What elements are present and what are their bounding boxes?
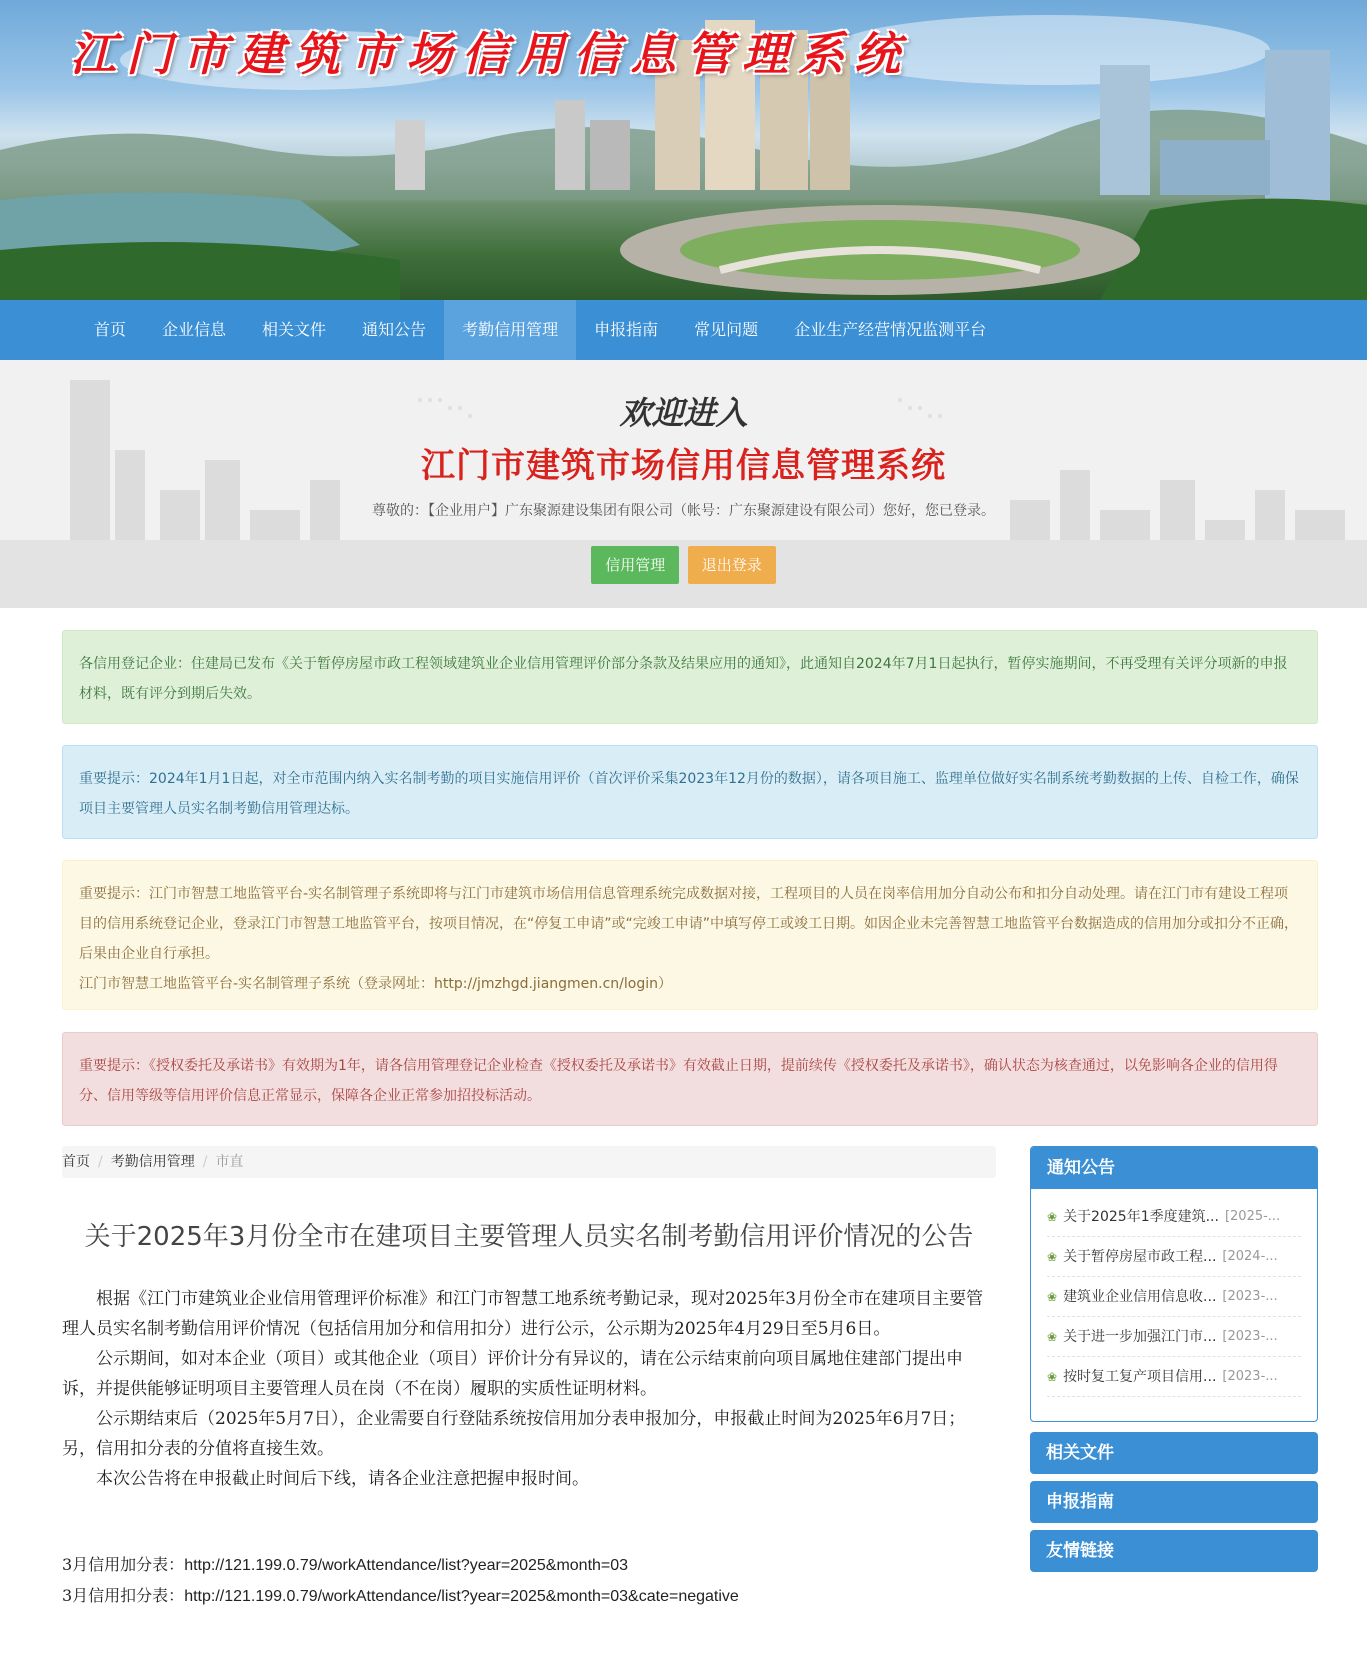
article-paragraph: 公示期间，如对本企业（项目）或其他企业（项目）评价计分有异议的，请在公示结束前向项目属地住建部门提出申诉，并提供能够证明项目主要管理人员在岗（不在岗）履职的实质性证明材料。: [62, 1349, 963, 1399]
bonus-table-label: 3月信用加分表：: [62, 1555, 185, 1574]
welcome-heading: 欢迎进入: [619, 394, 748, 432]
breadcrumb-separator: /: [202, 1154, 208, 1170]
user-greeting: 尊敬的：【企业用户】广东聚源建设集团有限公司（帐号：广东聚源建设有限公司）您好，您已登录。: [372, 503, 995, 519]
sidebar-related-files[interactable]: 相关文件: [1030, 1432, 1318, 1474]
breadcrumb-separator: /: [98, 1154, 103, 1170]
notice-title[interactable]: 关于进一步加强江门市...: [1063, 1329, 1217, 1345]
sidebar-notice-title[interactable]: 通知公告: [1031, 1147, 1317, 1189]
site-logo-title: 江门市建筑市场信用信息管理系统: [70, 27, 910, 81]
nav-item-guide[interactable]: 申报指南: [594, 320, 659, 339]
alert-suspension-notice: 各信用登记企业：住建局已发布《关于暂停房屋市政工程领域建筑业企业信用管理评价部分条款及结果应用的通知》，此通知自2024年7月1日起执行，暂停实施期间，不再受理有关评分项新的申报材料，既有评分到期后失效。: [62, 630, 1318, 724]
alert-smart-site-integration: [62, 860, 1318, 1010]
article-title: 关于2025年3月份全市在建项目主要管理人员实名制考勤信用评价情况的公告: [84, 1222, 974, 1252]
nav-item-home[interactable]: 首页: [94, 320, 127, 339]
main-navigation: [0, 300, 1367, 360]
alert-warning-link[interactable]: 江门市智慧工地监管平台-实名制管理子系统（登录网址：http://jmzhgd.jiangmen.cn/login）: [79, 976, 672, 992]
sidebar-friendly-links[interactable]: 友情链接: [1030, 1530, 1318, 1572]
notice-title[interactable]: 按时复工复产项目信用...: [1063, 1369, 1217, 1385]
welcome-section: [0, 360, 1367, 608]
article-paragraph: 本次公告将在申报截止时间后下线，请各企业注意把握申报时间。: [96, 1469, 589, 1489]
breadcrumb-current: 市直: [215, 1154, 244, 1170]
notice-list-item[interactable]: [1047, 1317, 1301, 1357]
nav-item-related-files[interactable]: 相关文件: [262, 320, 327, 339]
breadcrumb-section[interactable]: 考勤信用管理: [110, 1154, 195, 1170]
article-links: [62, 1550, 996, 1612]
leaf-bullet-icon: ❀: [1047, 1330, 1058, 1344]
breadcrumb-home[interactable]: 首页: [62, 1154, 90, 1170]
leaf-bullet-icon: ❀: [1047, 1250, 1058, 1264]
nav-item-attendance-credit[interactable]: 考勤信用管理: [444, 300, 576, 360]
bonus-table-link[interactable]: http://121.199.0.79/workAttendance/list?year=2025&month=03: [184, 1557, 629, 1574]
notice-date: [2023-...: [1222, 1369, 1278, 1384]
leaf-bullet-icon: ❀: [1047, 1290, 1058, 1304]
header-banner: [0, 0, 1367, 300]
notice-list-item[interactable]: [1047, 1277, 1301, 1317]
notice-date: [2025-...: [1224, 1209, 1281, 1224]
leaf-bullet-icon: ❀: [1047, 1370, 1058, 1384]
nav-item-faq[interactable]: 常见问题: [694, 320, 759, 339]
notice-list-item[interactable]: [1047, 1357, 1301, 1397]
deduction-table-link[interactable]: http://121.199.0.79/workAttendance/list?year=2025&month=03&cate=negative: [184, 1588, 739, 1605]
logout-button[interactable]: 退出登录: [688, 546, 776, 584]
alert-warning-text: 重要提示：江门市智慧工地监管平台-实名制管理子系统即将与江门市建筑市场信用信息管理系统完成数据对接，工程项目的人员在岗率信用加分自动公布和扣分自动处理。请在江门市有建设工程项目的信用系统登记企业，登录江门市智慧工地监管平台，按项目情况，在“停复工申请”或“完竣工申请”中填写停工或竣工日期。如因企业未完善智慧工地监管平台数据造成的信用加分或扣分不正确，后果由企业自行承担。: [79, 886, 1299, 962]
alert-attendance-evaluation: 重要提示：2024年1月1日起，对全市范围内纳入实名制考勤的项目实施信用评价（首次评价采集2023年12月份的数据），请各项目施工、监理单位做好实名制系统考勤数据的上传、自检工作，确保项目主要管理人员实名制考勤信用管理达标。: [62, 745, 1318, 839]
leaf-bullet-icon: ❀: [1047, 1210, 1058, 1224]
alert-authorization-letter: 重要提示：《授权委托及承诺书》有效期为1年，请各信用管理登记企业检查《授权委托及承诺书》有效截止日期，提前续传《授权委托及承诺书》，确认状态为核查通过，以免影响各企业的信用得分、信用等级等信用评价信息正常显示，保障各企业正常参加招投标活动。: [62, 1032, 1318, 1126]
nav-item-enterprise-info[interactable]: 企业信息: [162, 320, 227, 339]
notice-title[interactable]: 关于2025年1季度建筑...: [1063, 1209, 1219, 1225]
notice-list-item[interactable]: [1047, 1237, 1301, 1277]
notice-date: [2024-...: [1222, 1249, 1278, 1264]
breadcrumb: [62, 1146, 996, 1178]
notice-title[interactable]: 关于暂停房屋市政工程...: [1063, 1249, 1217, 1265]
sidebar-notice-panel: [1030, 1146, 1318, 1422]
nav-item-notices[interactable]: 通知公告: [362, 320, 427, 339]
notice-date: [2023-...: [1222, 1329, 1278, 1344]
article-body: [62, 1284, 996, 1494]
deduction-table-label: 3月信用扣分表：: [62, 1586, 185, 1605]
notice-date: [2023-...: [1222, 1289, 1278, 1304]
nav-item-monitoring-platform[interactable]: 企业生产经营情况监测平台: [794, 320, 987, 339]
credit-management-button[interactable]: 信用管理: [591, 546, 679, 584]
sidebar-declaration-guide[interactable]: 申报指南: [1030, 1481, 1318, 1523]
article-paragraph: 公示期结束后（2025年5月7日），企业需要自行登陆系统按信用加分表申报加分，申报截止时间为2025年6月7日；另，信用扣分表的分值将直接生效。: [62, 1409, 966, 1459]
article-paragraph: 根据《江门市建筑业企业信用管理评价标准》和江门市智慧工地系统考勤记录，现对2025年3月份全市在建项目主要管理人员实名制考勤信用评价情况（包括信用加分和信用扣分）进行公示，公示期为2025年4月29日至5月6日。: [62, 1289, 984, 1339]
notice-title[interactable]: 建筑业企业信用信息收...: [1063, 1289, 1217, 1305]
system-name-heading: 江门市建筑市场信用信息管理系统: [421, 446, 946, 486]
notice-list-item[interactable]: [1047, 1197, 1301, 1237]
